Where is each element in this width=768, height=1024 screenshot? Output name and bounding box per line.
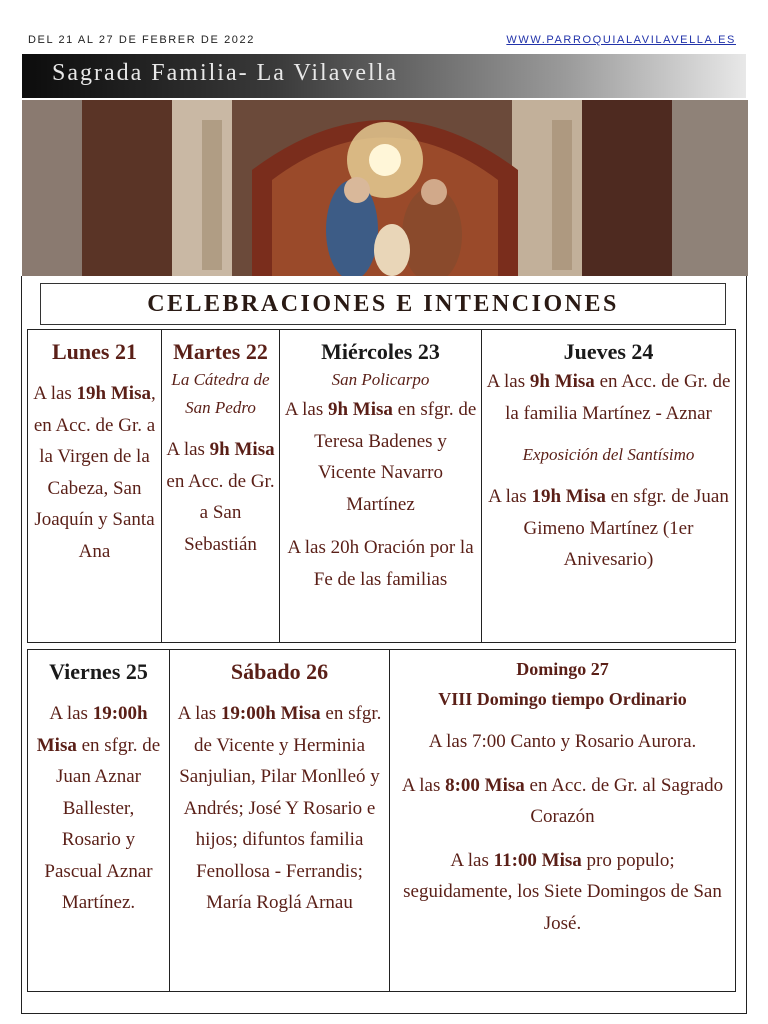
day-text: A las 19:00h Misa en sfgr. de Juan Aznar Ballester, Rosario y Pascual Aznar Martínez. [36, 703, 161, 913]
day-name: Sábado 26 [230, 659, 329, 684]
day-extra: A las 20h Oración por la Fe de las familias [287, 537, 474, 590]
day-text: A las 9h Misa en Acc. de Gr. a San Sebastián [166, 439, 275, 555]
day-note: Exposición del Santísimo [522, 445, 695, 464]
day-friday [28, 650, 170, 992]
day-text: A las 19h Misa, en Acc. de Gr. a la Virgen de la Cabeza, San Joaquín y Santa Ana [33, 383, 156, 562]
day-text: A las 7:00 Canto y Rosario Aurora. [428, 731, 697, 752]
day-note: La Cátedra de San Pedro [171, 370, 270, 417]
day-name: Lunes 21 [52, 339, 137, 364]
day-thursday [482, 330, 736, 643]
day-monday [28, 330, 162, 643]
day-text-2: A las 8:00 Misa en Acc. de Gr. al Sagrado Corazón [401, 774, 724, 827]
section-title: CELEBRACIONES E INTENCIONES [147, 291, 619, 317]
day-tuesday [162, 330, 280, 643]
day-wednesday [280, 330, 482, 643]
day-saturday [170, 650, 390, 992]
day-name: Jueves 24 [563, 339, 654, 364]
day-text: A las 9h Misa en sfgr. de Teresa Badenes y Vicente Navarro Martínez [284, 399, 477, 515]
weekend-table [27, 649, 736, 992]
day-text: A las 9h Misa en Acc. de Gr. de la familia Martínez - Aznar [486, 371, 731, 424]
day-sunday [390, 650, 736, 992]
website-link[interactable]: WWW.PARROQUIALAVILAVELLA.ES [506, 34, 736, 46]
day-text-3: A las 11:00 Misa pro populo; seguidamente, los Siete Domingos de San José. [403, 849, 722, 934]
holy-family-altar-image [22, 100, 748, 276]
day-name: Miércoles 23 [321, 339, 440, 364]
day-note: San Policarpo [331, 370, 430, 389]
day-subtitle: VIII Domingo tiempo Ordinario [438, 689, 687, 709]
day-text: A las 19:00h Misa en sfgr. de Vicente y Herminia Sanjulian, Pilar Monlleó y Andrés; José Y Rosario e hijos; difuntos familia Fenollosa - Ferrandis; María Roglá Arnau [177, 703, 382, 913]
banner-title: Sagrada Familia- La Vilavella [52, 60, 399, 86]
day-name: Domingo 27 [516, 659, 609, 679]
date-range: DEL 21 AL 27 DE FEBRER DE 2022 [28, 34, 255, 46]
day-name: Martes 22 [173, 339, 268, 364]
weekday-table [27, 329, 736, 643]
day-name: Viernes 25 [49, 659, 148, 684]
title-banner [22, 54, 746, 98]
day-text-2: A las 19h Misa en sfgr. de Juan Gimeno Martínez (1er Anivesario) [488, 486, 729, 570]
section-heading-box [40, 283, 726, 325]
